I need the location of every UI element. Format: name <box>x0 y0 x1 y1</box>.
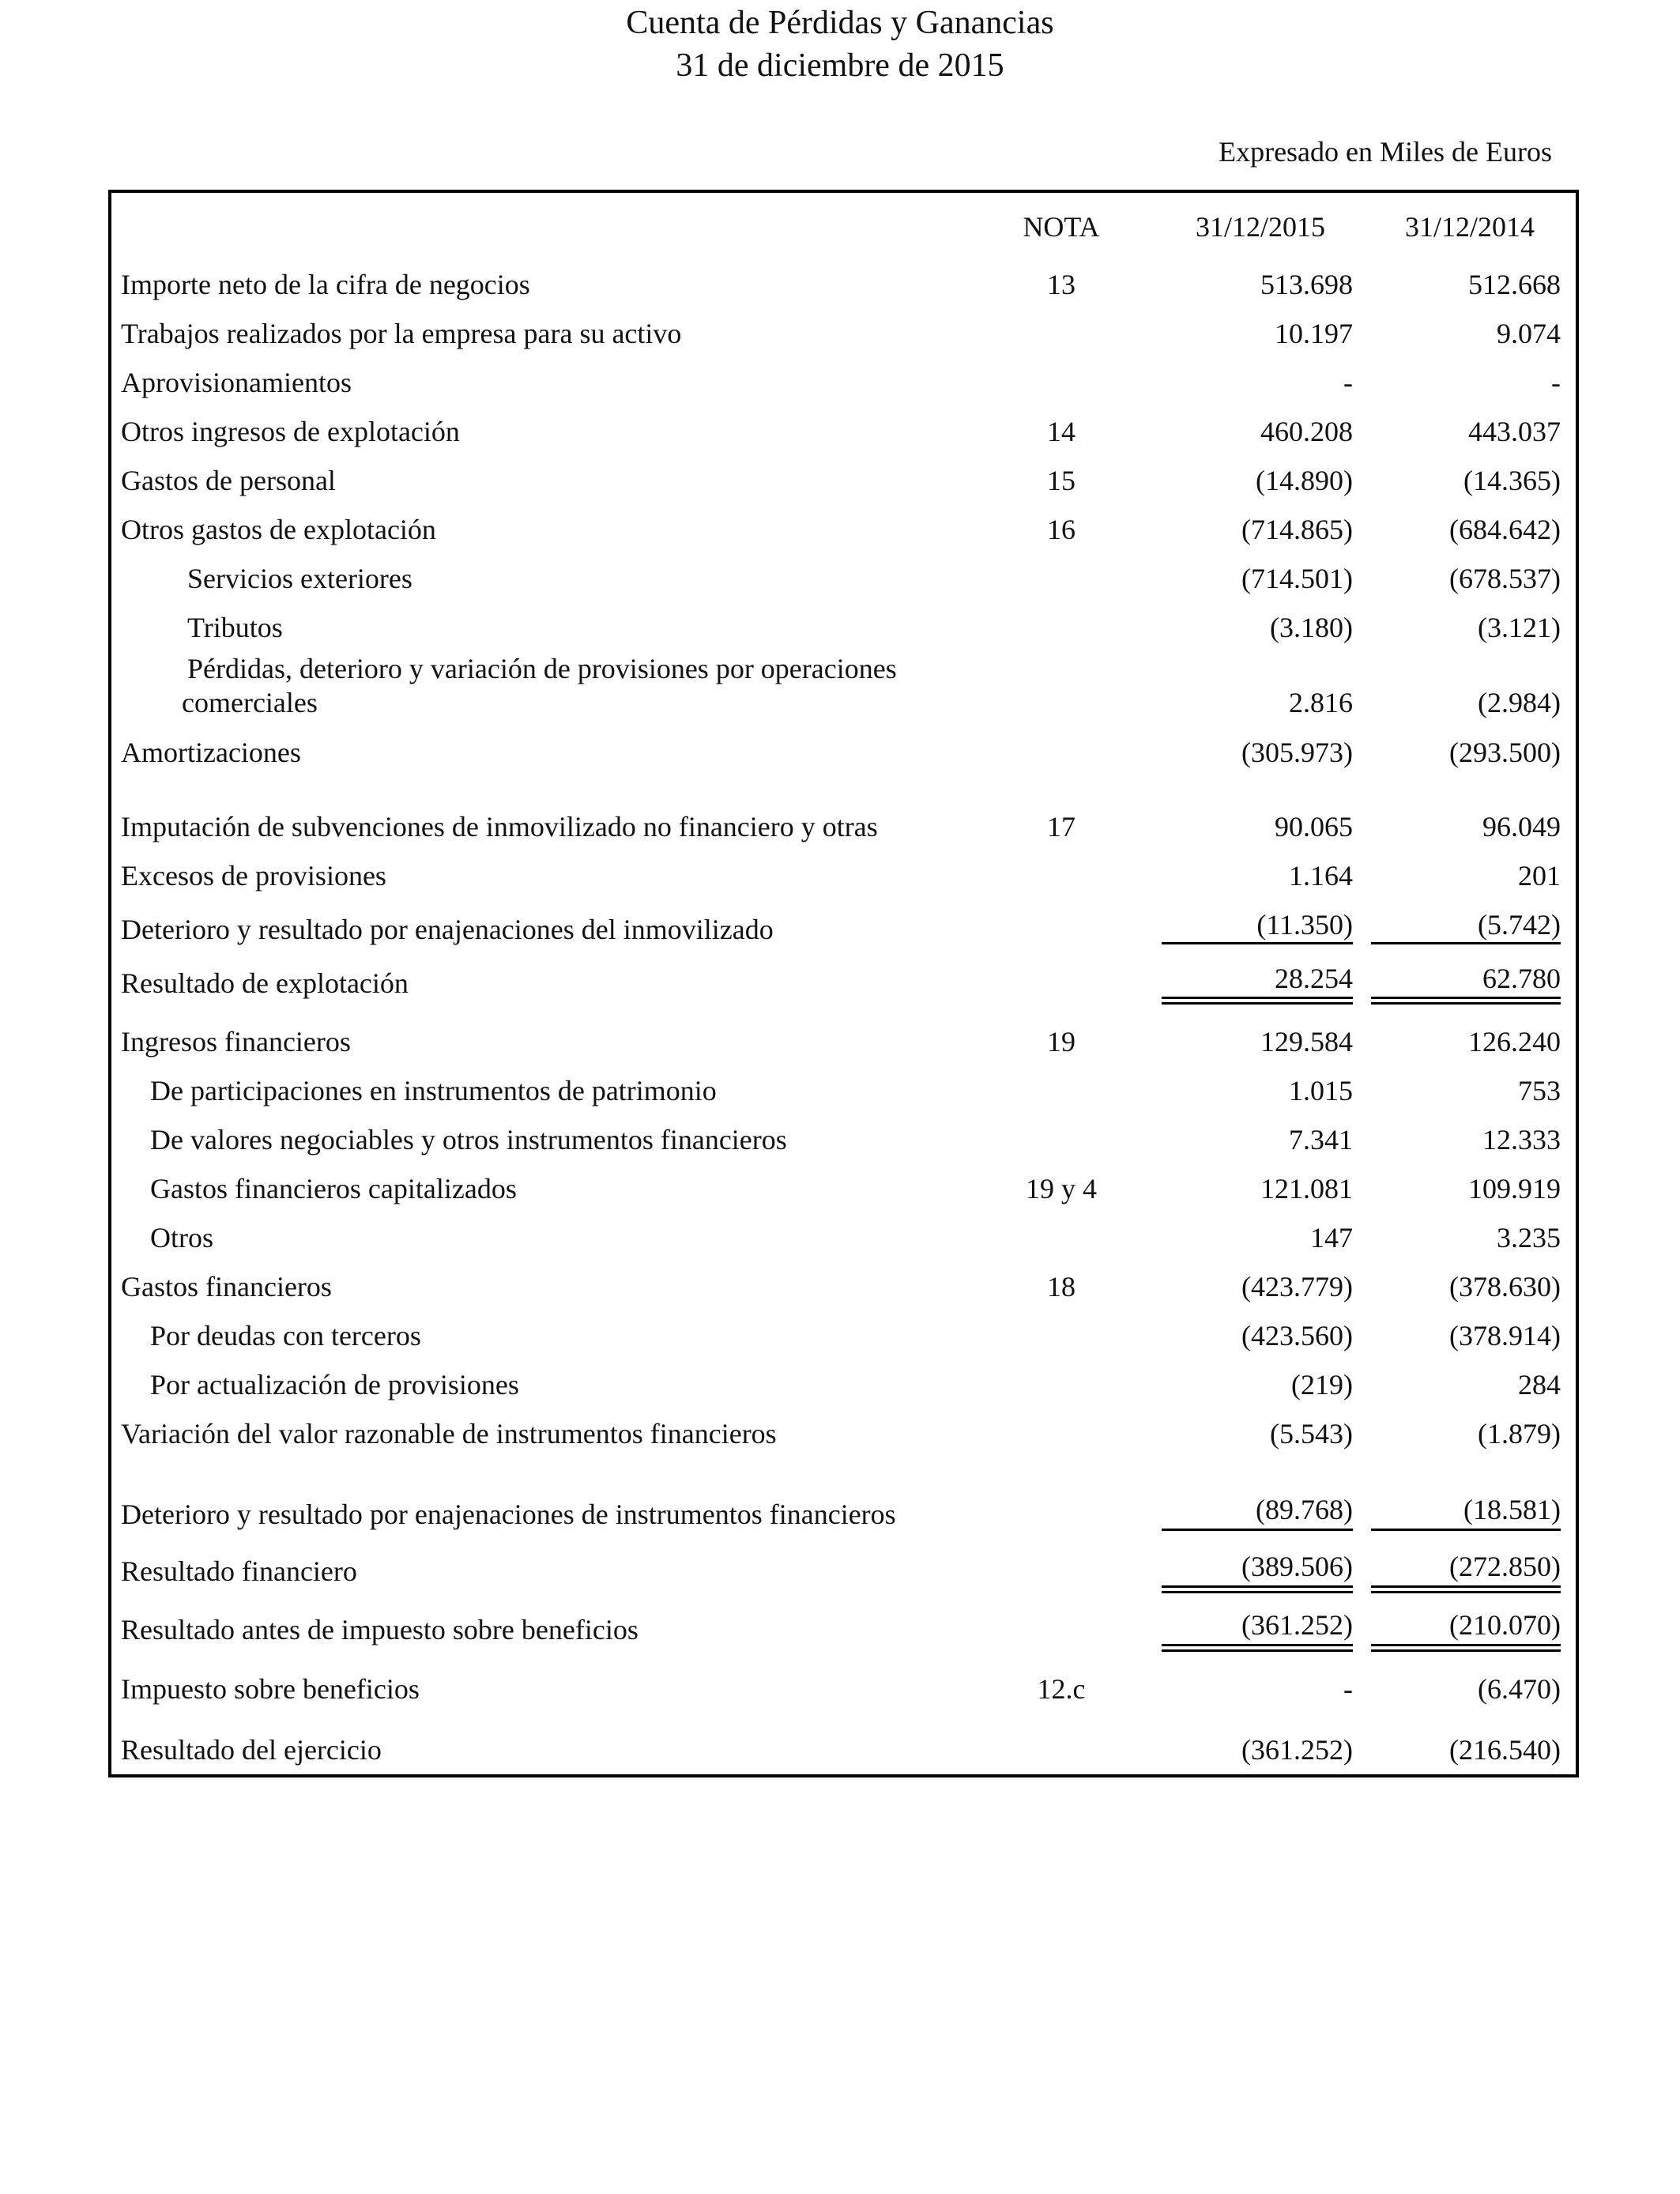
units-note: Expresado en Miles de Euros <box>1219 136 1552 168</box>
table-row <box>0 367 1680 398</box>
row-nota: 19 y 4 <box>1026 1173 1097 1204</box>
header-2015: 31/12/2015 <box>1195 211 1325 243</box>
value-2014: 109.919 <box>1468 1173 1561 1204</box>
row-nota: 16 <box>1047 514 1075 545</box>
row-label: Imputación de subvenciones de inmovilizado no financiero y otras <box>121 811 878 843</box>
row-label: Excesos de provisiones <box>121 860 386 892</box>
value-2014: 126.240 <box>1468 1026 1561 1057</box>
value-2015: 1.164 <box>1289 860 1353 892</box>
value-2014: (6.470) <box>1478 1673 1561 1705</box>
table-row <box>0 563 1680 594</box>
value-2014: 443.037 <box>1468 416 1561 447</box>
table-row <box>0 416 1680 447</box>
value-2015: 121.081 <box>1260 1173 1353 1204</box>
row-label: Resultado del ejercicio <box>121 1734 382 1766</box>
table-row <box>0 1551 1680 1587</box>
row-label-text: Pérdidas, deterioro y variación de provisiones por operaciones <box>187 653 897 684</box>
value-2015: 513.698 <box>1260 269 1353 300</box>
table-row <box>0 269 1680 300</box>
row-nota: 14 <box>1047 416 1075 447</box>
subtotal-rule <box>1162 942 1353 944</box>
row-nota: 19 <box>1047 1026 1075 1057</box>
table-row <box>0 1271 1680 1302</box>
row-label: Otros gastos de explotación <box>121 514 436 545</box>
value-2014: 512.668 <box>1468 269 1561 300</box>
value-2015: 2.816 <box>1289 687 1353 718</box>
row-label: Importe neto de la cifra de negocios <box>121 269 530 300</box>
value-2014: (5.742) <box>1478 909 1561 941</box>
row-label: Otros <box>150 1222 213 1253</box>
row-label: Deterioro y resultado por enajenaciones del inmovilizado <box>121 914 774 945</box>
value-2015: 90.065 <box>1275 811 1353 843</box>
row-label: Gastos de personal <box>121 465 336 496</box>
value-2014: (216.540) <box>1449 1734 1561 1766</box>
value-2014: 62.780 <box>1482 963 1561 994</box>
row-nota: 13 <box>1047 269 1075 300</box>
table-row <box>0 1075 1680 1106</box>
table-row <box>0 514 1680 545</box>
total-double-rule <box>1162 1591 1353 1593</box>
value-2014: (272.850) <box>1449 1551 1561 1582</box>
value-2014: 284 <box>1518 1369 1561 1400</box>
value-2015: 129.584 <box>1260 1026 1353 1057</box>
table-row <box>0 1124 1680 1155</box>
value-2015: 460.208 <box>1260 416 1353 447</box>
value-2014: 3.235 <box>1497 1222 1561 1253</box>
value-2014: 9.074 <box>1497 318 1561 349</box>
value-2014: 12.333 <box>1482 1124 1561 1155</box>
value-2015: (11.350) <box>1256 909 1353 941</box>
subtotal-rule <box>1371 942 1561 944</box>
row-label: Tributos <box>187 612 283 643</box>
header-2014: 31/12/2014 <box>1404 211 1535 243</box>
value-2015: (89.768) <box>1256 1494 1353 1525</box>
header-nota: NOTA <box>1023 211 1100 243</box>
subtotal-rule <box>1162 1529 1353 1531</box>
value-2015: (389.506) <box>1241 1551 1353 1582</box>
table-row <box>0 1609 1680 1646</box>
table-row <box>0 1673 1680 1705</box>
value-2014: (2.984) <box>1478 687 1561 718</box>
table-row <box>0 811 1680 843</box>
subtotal-rule <box>1371 1529 1561 1531</box>
row-label: De participaciones en instrumentos de patrimonio <box>150 1075 717 1106</box>
value-2014: (678.537) <box>1449 563 1561 594</box>
table-row <box>0 909 1680 945</box>
value-2014: (1.879) <box>1478 1418 1561 1449</box>
total-double-rule <box>1162 997 1353 999</box>
value-2015: (3.180) <box>1270 612 1353 643</box>
row-label: Resultado de explotación <box>121 967 409 999</box>
row-label: Resultado financiero <box>121 1555 357 1587</box>
total-double-rule <box>1162 1002 1353 1005</box>
value-2014: 96.049 <box>1482 811 1561 843</box>
value-2015: (14.890) <box>1256 465 1353 496</box>
total-double-rule <box>1371 1585 1561 1588</box>
total-double-rule <box>1371 1002 1561 1005</box>
value-2014: (3.121) <box>1478 612 1561 643</box>
total-double-rule <box>1371 1649 1561 1652</box>
table-row <box>0 1418 1680 1449</box>
row-nota: 12.c <box>1037 1673 1086 1705</box>
table-row <box>0 1026 1680 1057</box>
value-2015: (423.779) <box>1241 1271 1353 1302</box>
row-label: Gastos financieros <box>121 1271 332 1302</box>
table-row <box>0 1173 1680 1204</box>
row-label: Amortizaciones <box>121 737 301 768</box>
row-label-line1 <box>187 653 1041 684</box>
value-2015: (714.865) <box>1241 514 1353 545</box>
value-2014: - <box>1551 367 1561 398</box>
value-2014: (378.630) <box>1449 1271 1561 1302</box>
row-label: Variación del valor razonable de instrumentos financieros <box>121 1418 777 1449</box>
row-nota: 17 <box>1047 811 1075 843</box>
value-2015: (361.252) <box>1241 1734 1353 1766</box>
total-double-rule <box>1162 1649 1353 1652</box>
page-subtitle-date: 31 de diciembre de 2015 <box>676 47 1004 84</box>
value-2014: (210.070) <box>1449 1609 1561 1641</box>
row-label: Trabajos realizados por la empresa para su activo <box>121 318 682 349</box>
row-nota: 18 <box>1047 1271 1075 1302</box>
row-label: Por deudas con terceros <box>150 1320 421 1351</box>
row-label: Resultado antes de impuesto sobre beneficios <box>121 1614 638 1646</box>
value-2015: 10.197 <box>1275 318 1353 349</box>
table-row <box>0 612 1680 643</box>
value-2014: 753 <box>1518 1075 1561 1106</box>
value-2014: (378.914) <box>1449 1320 1561 1351</box>
value-2014: 201 <box>1518 860 1561 892</box>
value-2015: 28.254 <box>1275 963 1353 994</box>
value-2015: (305.973) <box>1241 737 1353 768</box>
row-label: Ingresos financieros <box>121 1026 351 1057</box>
row-label: Deterioro y resultado por enajenaciones de instrumentos financieros <box>121 1498 896 1530</box>
value-2014: (293.500) <box>1449 737 1561 768</box>
value-2015: 7.341 <box>1289 1124 1353 1155</box>
table-row <box>0 737 1680 768</box>
value-2015: 1.015 <box>1289 1075 1353 1106</box>
row-label: Gastos financieros capitalizados <box>150 1173 517 1204</box>
table-row <box>0 1320 1680 1351</box>
value-2015: (714.501) <box>1241 563 1353 594</box>
page-title: Cuenta de Pérdidas y Ganancias <box>626 5 1054 41</box>
value-2015: - <box>1343 1673 1353 1705</box>
row-nota: 15 <box>1047 465 1075 496</box>
row-label: Por actualización de provisiones <box>150 1369 519 1400</box>
table-row <box>0 318 1680 349</box>
value-2015: (361.252) <box>1241 1609 1353 1641</box>
table-row <box>0 1222 1680 1253</box>
row-label: Otros ingresos de explotación <box>121 416 460 447</box>
total-double-rule <box>1371 1644 1561 1646</box>
value-2015: (5.543) <box>1270 1418 1353 1449</box>
table-row <box>0 653 1680 684</box>
value-2015: (219) <box>1291 1369 1353 1400</box>
total-double-rule <box>1371 1591 1561 1593</box>
value-2015: - <box>1343 367 1353 398</box>
table-row <box>0 687 1680 718</box>
table-row <box>0 1369 1680 1400</box>
value-2014: (14.365) <box>1463 465 1561 496</box>
total-double-rule <box>1162 1644 1353 1646</box>
table-row <box>0 1494 1680 1530</box>
row-label-line2: comerciales <box>182 687 318 718</box>
value-2015: (423.560) <box>1241 1320 1353 1351</box>
row-label: De valores negociables y otros instrumentos financieros <box>150 1124 787 1155</box>
table-row <box>0 465 1680 496</box>
value-2015: 147 <box>1310 1222 1353 1253</box>
table-row <box>0 860 1680 892</box>
row-label: Servicios exteriores <box>187 563 412 594</box>
total-double-rule <box>1162 1585 1353 1588</box>
table-row <box>0 1734 1680 1766</box>
total-double-rule <box>1371 997 1561 999</box>
value-2014: (684.642) <box>1449 514 1561 545</box>
value-2014: (18.581) <box>1463 1494 1561 1525</box>
table-row <box>0 963 1680 999</box>
row-label: Aprovisionamientos <box>121 367 352 398</box>
row-label: Impuesto sobre beneficios <box>121 1673 420 1705</box>
